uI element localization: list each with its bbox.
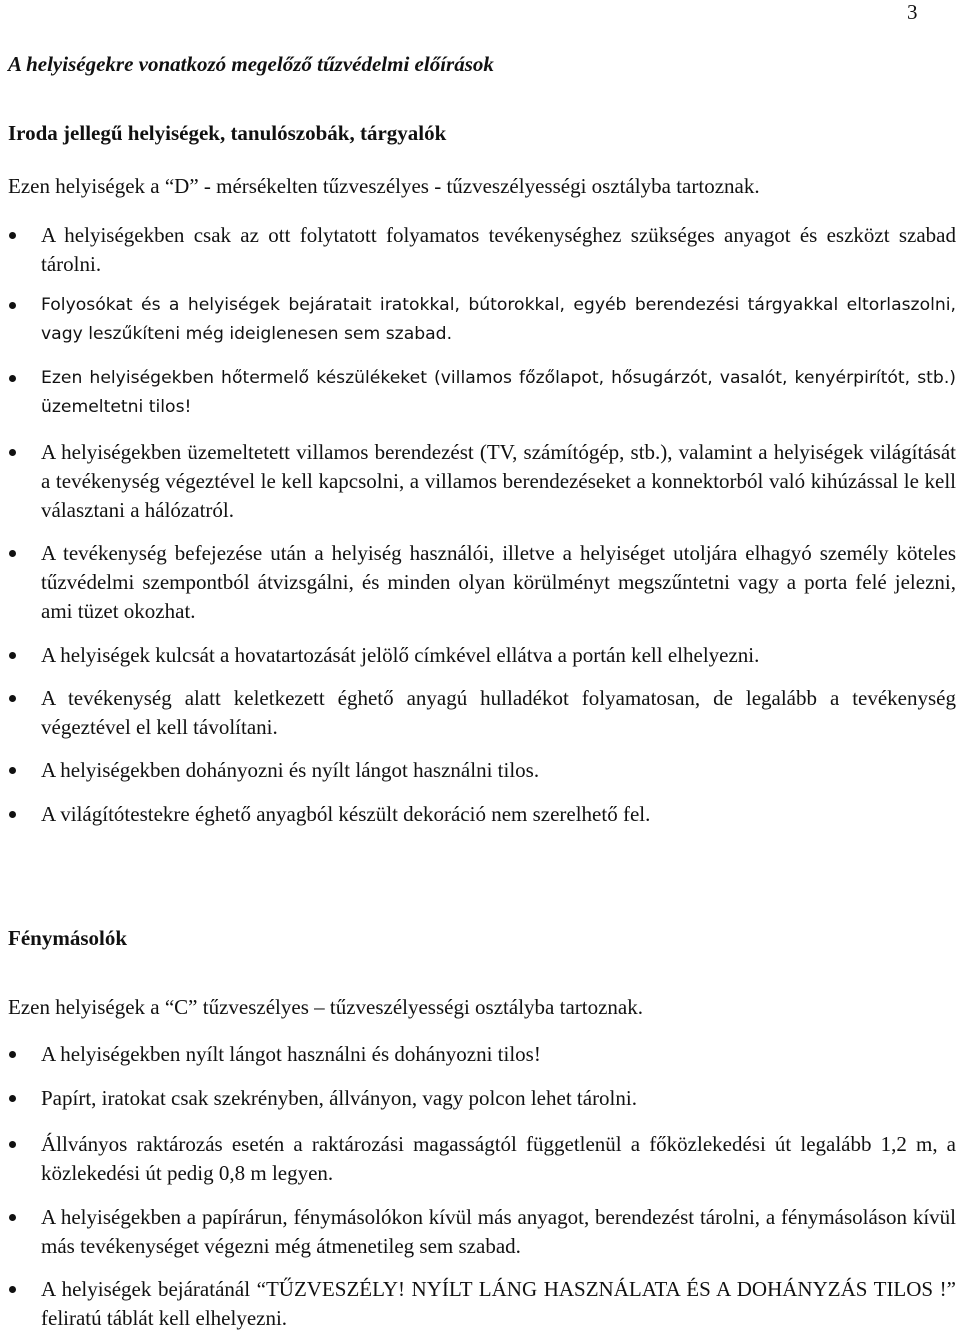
bullet-icon xyxy=(9,232,16,239)
bullet-icon xyxy=(9,302,16,309)
section-intro-offices: Ezen helyiségek a “D” - mérsékelten tűzveszélyes - tűzveszélyességi osztályba tartoznak. xyxy=(8,174,760,198)
section-intro-copiers: Ezen helyiségek a “C” tűzveszélyes – tűzveszélyességi osztályba tartoznak. xyxy=(8,995,643,1019)
bullet-icon xyxy=(9,811,16,818)
bullet-icon xyxy=(9,652,16,659)
bullet-icon xyxy=(9,1141,16,1148)
page-title: A helyiségekre vonatkozó megelőző tűzvédelmi előírások xyxy=(8,52,494,76)
bullet-icon xyxy=(9,767,16,774)
bullet-icon xyxy=(9,375,16,382)
page-number: 3 xyxy=(907,0,918,24)
bullet-icon xyxy=(9,695,16,702)
section-heading-copiers: Fénymásolók xyxy=(8,926,128,950)
section-heading-offices: Iroda jellegű helyiségek, tanulószobák, tárgyalók xyxy=(8,121,447,145)
bullet-icon xyxy=(9,1214,16,1221)
bullet-icon xyxy=(9,449,16,456)
bullet-icon xyxy=(9,1051,16,1058)
bullet-icon xyxy=(9,1095,16,1102)
bullet-icon xyxy=(9,550,16,557)
bullet-icon xyxy=(9,1286,16,1293)
